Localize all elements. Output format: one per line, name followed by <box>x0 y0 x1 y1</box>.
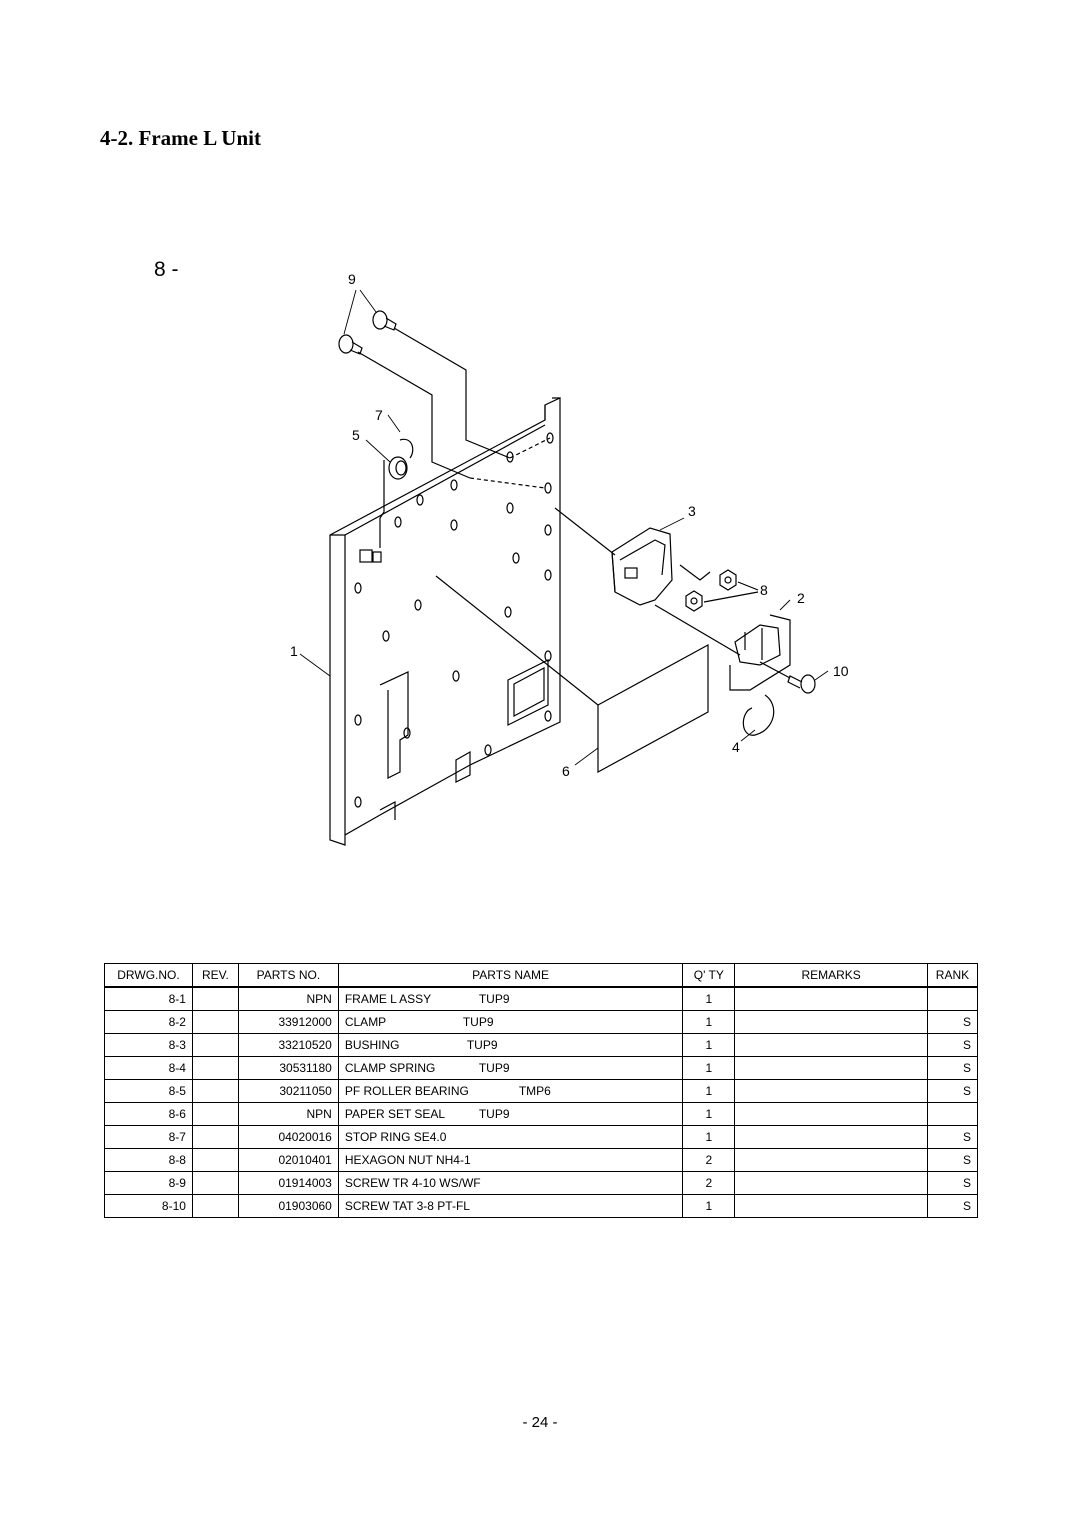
cell-rev <box>192 1195 238 1218</box>
cell-parts-name <box>338 1057 682 1080</box>
callout-9: 9 <box>348 271 356 287</box>
cell-parts-no: 30211050 <box>238 1080 338 1103</box>
model-code: TMP6 <box>518 1084 551 1098</box>
cell-remarks <box>735 1149 928 1172</box>
cell-rank: S <box>927 1011 977 1034</box>
cell-rev <box>192 1034 238 1057</box>
cell-rank: S <box>927 1172 977 1195</box>
cell-parts-no: 33912000 <box>238 1011 338 1034</box>
cell-parts-no: 01903060 <box>238 1195 338 1218</box>
cell-drwg-no: 8-6 <box>105 1103 193 1126</box>
cell-rev <box>192 1172 238 1195</box>
cell-qty: 1 <box>683 987 735 1011</box>
cell-qty: 1 <box>683 1057 735 1080</box>
cell-rev <box>192 1149 238 1172</box>
parts-name-text: PAPER SET SEAL <box>344 1107 446 1121</box>
cell-parts-no: 30531180 <box>238 1057 338 1080</box>
header-remarks: REMARKS <box>735 964 928 988</box>
parts-name-text: STOP RING SE4.0 <box>344 1130 447 1144</box>
header-parts-no: PARTS NO. <box>238 964 338 988</box>
cell-parts-name <box>338 1034 682 1057</box>
header-rank: RANK <box>927 964 977 988</box>
figure-prefix: 8 - <box>154 258 179 281</box>
cell-parts-no: 04020016 <box>238 1126 338 1149</box>
table-row <box>105 1172 978 1195</box>
cell-qty: 1 <box>683 1011 735 1034</box>
cell-rev <box>192 1011 238 1034</box>
cell-parts-no: NPN <box>238 1103 338 1126</box>
table-header-row <box>105 964 978 988</box>
cell-rank: S <box>927 1149 977 1172</box>
paper-set-seal-drawing <box>436 576 708 772</box>
cell-rev <box>192 1103 238 1126</box>
parts-name-text: CLAMP <box>344 1015 387 1029</box>
callout-7: 7 <box>375 407 383 423</box>
cell-drwg-no: 8-9 <box>105 1172 193 1195</box>
section-title: 4-2. Frame L Unit <box>100 126 261 150</box>
cell-drwg-no: 8-10 <box>105 1195 193 1218</box>
callout-1: 1 <box>290 643 298 659</box>
parts-name-text: HEXAGON NUT NH4-1 <box>344 1153 471 1167</box>
table-row <box>105 1080 978 1103</box>
clamp-spring-drawing <box>743 695 773 735</box>
parts-name-text: CLAMP SPRING <box>344 1061 436 1075</box>
parts-name-text: FRAME L ASSY <box>344 992 432 1006</box>
table-row <box>105 1195 978 1218</box>
cell-rev <box>192 1080 238 1103</box>
cell-remarks <box>735 1057 928 1080</box>
cell-drwg-no: 8-1 <box>105 987 193 1011</box>
cell-parts-name <box>338 1080 682 1103</box>
parts-name-text: PF ROLLER BEARING <box>344 1084 469 1098</box>
cell-parts-no: 01914003 <box>238 1172 338 1195</box>
cell-parts-name <box>338 1172 682 1195</box>
model-code: TUP9 <box>466 1038 498 1052</box>
header-rev: REV. <box>192 964 238 988</box>
cell-rank <box>927 1103 977 1126</box>
frame-l-assy-drawing <box>330 398 560 845</box>
parts-name-text: BUSHING <box>344 1038 400 1052</box>
cell-rank <box>927 987 977 1011</box>
cell-qty: 2 <box>683 1172 735 1195</box>
model-code: TUP9 <box>478 992 510 1006</box>
screw-9-drawing <box>339 311 550 488</box>
cell-parts-name <box>338 987 682 1011</box>
parts-name-text: SCREW TAT 3-8 PT-FL <box>344 1199 470 1213</box>
leader-lines <box>300 290 828 765</box>
callout-6: 6 <box>562 763 570 779</box>
cell-qty: 1 <box>683 1126 735 1149</box>
clamp-drawing <box>655 605 790 690</box>
model-code: TUP9 <box>478 1061 510 1075</box>
parts-list-table <box>104 963 978 1218</box>
cell-remarks <box>735 1080 928 1103</box>
bushing-drawing <box>555 508 710 605</box>
cell-qty: 1 <box>683 1195 735 1218</box>
table-row <box>105 1149 978 1172</box>
cell-parts-name <box>338 1126 682 1149</box>
callout-2: 2 <box>797 590 805 606</box>
cell-rank: S <box>927 1034 977 1057</box>
cell-drwg-no: 8-4 <box>105 1057 193 1080</box>
table-row <box>105 1126 978 1149</box>
header-qty: Q' TY <box>683 964 735 988</box>
callout-5: 5 <box>352 427 360 443</box>
cell-parts-name <box>338 1011 682 1034</box>
table-row <box>105 987 978 1011</box>
cell-rev <box>192 1057 238 1080</box>
cell-remarks <box>735 1011 928 1034</box>
cell-parts-name <box>338 1195 682 1218</box>
cell-qty: 1 <box>683 1034 735 1057</box>
cell-drwg-no: 8-7 <box>105 1126 193 1149</box>
cell-parts-no: NPN <box>238 987 338 1011</box>
cell-rank: S <box>927 1195 977 1218</box>
table-row <box>105 1057 978 1080</box>
cell-parts-no: 02010401 <box>238 1149 338 1172</box>
cell-parts-no: 33210520 <box>238 1034 338 1057</box>
cell-rev <box>192 987 238 1011</box>
cell-remarks <box>735 1034 928 1057</box>
cell-qty: 1 <box>683 1080 735 1103</box>
callout-10: 10 <box>833 663 849 679</box>
cell-parts-name <box>338 1103 682 1126</box>
cell-parts-name <box>338 1149 682 1172</box>
cell-drwg-no: 8-5 <box>105 1080 193 1103</box>
table-row <box>105 1103 978 1126</box>
callout-4: 4 <box>732 739 740 755</box>
cell-remarks <box>735 1172 928 1195</box>
cell-remarks <box>735 1103 928 1126</box>
cell-remarks <box>735 1126 928 1149</box>
callout-8: 8 <box>760 582 768 598</box>
table-row <box>105 1034 978 1057</box>
cell-rank: S <box>927 1080 977 1103</box>
model-code: TUP9 <box>462 1015 494 1029</box>
cell-qty: 2 <box>683 1149 735 1172</box>
table-body <box>105 987 978 1218</box>
cell-rev <box>192 1126 238 1149</box>
hex-nuts-drawing <box>686 570 758 611</box>
table-row <box>105 1011 978 1034</box>
header-parts-name: PARTS NAME <box>338 964 682 988</box>
parts-name-text: SCREW TR 4-10 WS/WF <box>344 1176 481 1190</box>
model-code: TUP9 <box>478 1107 510 1121</box>
cell-drwg-no: 8-3 <box>105 1034 193 1057</box>
cell-rank: S <box>927 1126 977 1149</box>
header-drwg-no: DRWG.NO. <box>105 964 193 988</box>
cell-drwg-no: 8-2 <box>105 1011 193 1034</box>
cell-drwg-no: 8-8 <box>105 1149 193 1172</box>
page-number: - 24 - <box>522 1414 558 1431</box>
cell-rank: S <box>927 1057 977 1080</box>
cell-qty: 1 <box>683 1103 735 1126</box>
cell-remarks <box>735 987 928 1011</box>
callout-3: 3 <box>688 503 696 519</box>
cell-remarks <box>735 1195 928 1218</box>
